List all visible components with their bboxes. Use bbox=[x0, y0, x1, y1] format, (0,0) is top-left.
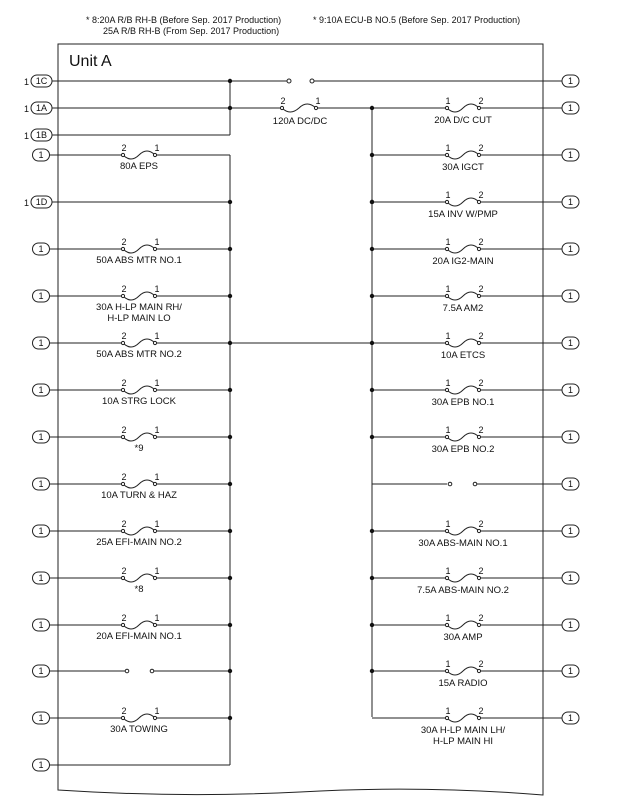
right-fuse-rows bbox=[370, 96, 579, 747]
right-fuse-9-label: 30A ABS-MAIN NO.1 bbox=[418, 538, 508, 549]
left-fuse-6-pin-right: 1 bbox=[154, 425, 160, 435]
svg-text:1: 1 bbox=[567, 150, 574, 160]
right-fuse-9-pin-left: 1 bbox=[445, 519, 451, 529]
left-fuse-10-label: 20A EFI-MAIN NO.1 bbox=[96, 631, 182, 642]
right-fuse-4-pin-right: 2 bbox=[478, 237, 484, 247]
right-fuse-1-pin-right: 2 bbox=[478, 96, 484, 106]
right-fuse-10-pin-right: 2 bbox=[478, 566, 484, 576]
right-fuse-12-pin-left: 1 bbox=[445, 659, 451, 669]
svg-text:1: 1 bbox=[567, 432, 574, 442]
left-junction-dot bbox=[228, 623, 232, 627]
right-fuse-9-pin-right: 2 bbox=[478, 519, 484, 529]
left-terminal-7 bbox=[33, 478, 50, 490]
left-fuse-5-symbol bbox=[121, 386, 156, 394]
note-9-line-1: * 9:10A ECU-B NO.5 (Before Sep. 2017 Production) bbox=[313, 15, 521, 25]
right-fuse-2-pin-left: 1 bbox=[445, 143, 451, 153]
center-fuse-label: 120A DC/DC bbox=[272, 116, 328, 127]
left-terminal-2 bbox=[33, 243, 50, 255]
right-fuse-4-label: 20A IG2-MAIN bbox=[432, 256, 494, 267]
terminal-1d-pin: 1 bbox=[24, 198, 30, 208]
left-fuse-6-pin-left: 2 bbox=[121, 425, 127, 435]
svg-text:1D: 1D bbox=[35, 197, 48, 207]
left-junction-dot bbox=[228, 529, 232, 533]
right-terminal-8 bbox=[562, 431, 579, 443]
left-fuse-10-pin-right: 1 bbox=[154, 613, 160, 623]
top-open-switch bbox=[287, 79, 314, 83]
svg-text:1: 1 bbox=[38, 385, 44, 395]
left-junction-dot bbox=[228, 716, 232, 720]
right-fuse-10-pin-left: 1 bbox=[445, 566, 451, 576]
left-terminal-1 bbox=[33, 149, 50, 161]
right-terminal-14 bbox=[562, 712, 579, 724]
right-fuse-6-pin-right: 2 bbox=[478, 331, 484, 341]
left-fuse-1-pin-left: 2 bbox=[121, 143, 127, 153]
left-terminal-5 bbox=[33, 384, 50, 396]
right-fuse-1-pin-left: 1 bbox=[445, 96, 451, 106]
right-junction-dot bbox=[370, 529, 374, 533]
right-fuse-4-pin-left: 1 bbox=[445, 237, 451, 247]
svg-text:1: 1 bbox=[38, 244, 44, 254]
left-fuse-6-symbol bbox=[121, 433, 156, 441]
terminal-1b-connector bbox=[31, 129, 52, 141]
svg-text:1: 1 bbox=[567, 713, 574, 723]
svg-text:1: 1 bbox=[567, 291, 574, 301]
svg-text:1: 1 bbox=[38, 760, 44, 770]
svg-text:1: 1 bbox=[38, 338, 44, 348]
right-junction-dot bbox=[370, 341, 374, 345]
left-fuse-5-pin-left: 2 bbox=[121, 378, 127, 388]
terminal-1d-connector bbox=[31, 196, 52, 208]
svg-text:1: 1 bbox=[567, 76, 574, 86]
right-terminal-6 bbox=[562, 337, 579, 349]
left-fuse-5-pin-right: 1 bbox=[154, 378, 160, 388]
center-fuse-pin-left: 2 bbox=[280, 96, 286, 106]
svg-text:1: 1 bbox=[38, 620, 44, 630]
right-fuse-6-label: 10A ETCS bbox=[440, 350, 486, 361]
left-fuse-4-symbol bbox=[121, 339, 156, 347]
left-fuse-7-pin-left: 2 bbox=[121, 472, 127, 482]
right-fuse-13-label: 30A H-LP MAIN LH/ bbox=[420, 725, 506, 736]
left-terminal-10 bbox=[33, 619, 50, 631]
right-junction-dot bbox=[370, 435, 374, 439]
right-fuse-5-pin-right: 2 bbox=[478, 284, 484, 294]
left-open-switch bbox=[125, 669, 154, 673]
left-terminal-6 bbox=[33, 431, 50, 443]
left-terminal-8 bbox=[33, 525, 50, 537]
left-fuse-8-symbol bbox=[121, 527, 156, 535]
right-terminal-7 bbox=[562, 384, 579, 396]
left-fuse-3-pin-right: 1 bbox=[154, 284, 160, 294]
left-junction-dot bbox=[228, 294, 232, 298]
left-fuse-4-pin-right: 1 bbox=[154, 331, 160, 341]
svg-text:1: 1 bbox=[38, 432, 44, 442]
right-fuse-3-label: 15A INV W/PMP bbox=[428, 209, 498, 220]
left-junction-dot bbox=[228, 482, 232, 486]
left-fuse-2-symbol bbox=[121, 245, 156, 253]
left-fuse-11-symbol bbox=[121, 714, 156, 722]
svg-text:1: 1 bbox=[567, 666, 574, 676]
right-junction-dot bbox=[370, 623, 374, 627]
left-fuse-3-label-2: H-LP MAIN LO bbox=[107, 313, 171, 324]
svg-text:1: 1 bbox=[38, 526, 44, 536]
left-fuse-7-label: 10A TURN & HAZ bbox=[101, 490, 177, 501]
svg-text:1: 1 bbox=[567, 385, 574, 395]
right-terminal-2 bbox=[562, 149, 579, 161]
right-junction-dot bbox=[370, 576, 374, 580]
right-fuse-2-pin-right: 2 bbox=[478, 143, 484, 153]
left-fuse-5-label: 10A STRG LOCK bbox=[102, 396, 176, 407]
center-fuse-symbol bbox=[280, 104, 317, 112]
left-terminal-11 bbox=[33, 665, 50, 677]
right-fuse-5-label: 7.5A AM2 bbox=[442, 303, 484, 314]
svg-text:1: 1 bbox=[567, 573, 574, 583]
svg-text:1: 1 bbox=[567, 479, 574, 489]
svg-text:1A: 1A bbox=[35, 103, 48, 113]
left-fuse-4-pin-left: 2 bbox=[121, 331, 127, 341]
svg-text:1: 1 bbox=[567, 526, 574, 536]
left-junction-dot bbox=[228, 388, 232, 392]
right-terminal-4 bbox=[562, 243, 579, 255]
right-fuse-8-pin-right: 2 bbox=[478, 425, 484, 435]
terminal-1b-pin: 1 bbox=[24, 131, 30, 141]
right-terminal-3 bbox=[562, 196, 579, 208]
svg-text:1: 1 bbox=[567, 244, 574, 254]
right-junction-dot bbox=[370, 669, 374, 673]
left-fuse-2-pin-left: 2 bbox=[121, 237, 127, 247]
left-fuse-3-pin-left: 2 bbox=[121, 284, 127, 294]
svg-text:1C: 1C bbox=[35, 76, 48, 86]
left-junction-dot bbox=[228, 435, 232, 439]
left-fuse-1-pin-right: 1 bbox=[154, 143, 160, 153]
svg-text:1: 1 bbox=[567, 197, 574, 207]
terminal-1a-pin: 1 bbox=[24, 104, 30, 114]
right-junction-dot bbox=[370, 388, 374, 392]
left-fuse-7-symbol bbox=[121, 480, 156, 488]
left-junction-dot bbox=[228, 341, 232, 345]
terminal-1c-pin: 1 bbox=[24, 77, 30, 87]
svg-text:1: 1 bbox=[38, 573, 44, 583]
svg-text:1: 1 bbox=[38, 150, 44, 160]
left-fuse-1-label: 80A EPS bbox=[119, 161, 159, 172]
left-fuse-1-symbol bbox=[121, 151, 156, 159]
right-fuse-3-pin-right: 2 bbox=[478, 190, 484, 200]
left-fuse-11-pin-right: 1 bbox=[154, 706, 160, 716]
left-fuse-9-label: *8 bbox=[134, 584, 144, 595]
right-junction-dot bbox=[370, 153, 374, 157]
terminal-1a-connector bbox=[31, 102, 52, 114]
right-fuse-3-pin-left: 1 bbox=[445, 190, 451, 200]
left-fuse-4-label: 50A ABS MTR NO.2 bbox=[96, 349, 182, 360]
left-fuse-3-symbol bbox=[121, 292, 156, 300]
right-fuse-8-label: 30A EPB NO.2 bbox=[431, 444, 495, 455]
svg-text:1: 1 bbox=[567, 620, 574, 630]
left-terminal-12 bbox=[33, 712, 50, 724]
right-fuse-13-label-2: H-LP MAIN HI bbox=[432, 736, 494, 747]
left-terminal-3 bbox=[33, 290, 50, 302]
right-fuse-7-label: 30A EPB NO.1 bbox=[431, 397, 495, 408]
right-junction-dot bbox=[370, 294, 374, 298]
right-terminal-12 bbox=[562, 619, 579, 631]
left-fuse-6-label: *9 bbox=[134, 443, 144, 454]
left-fuse-7-pin-right: 1 bbox=[154, 472, 160, 482]
right-fuse-1-label: 20A D/C CUT bbox=[434, 115, 492, 126]
left-junction-dot bbox=[228, 576, 232, 580]
right-fuse-11-label: 30A AMP bbox=[443, 632, 483, 643]
left-fuse-3-label: 30A H-LP MAIN RH/ bbox=[96, 302, 182, 313]
center-fuse-pin-right: 1 bbox=[315, 96, 321, 106]
left-junction-dot bbox=[228, 247, 232, 251]
left-terminal-13 bbox=[33, 759, 50, 771]
svg-text:1: 1 bbox=[38, 291, 44, 301]
left-terminal-9 bbox=[33, 572, 50, 584]
left-fuse-2-pin-right: 1 bbox=[154, 237, 160, 247]
svg-text:1: 1 bbox=[38, 666, 44, 676]
right-junction-dot bbox=[370, 200, 374, 204]
left-fuse-8-label: 25A EFI-MAIN NO.2 bbox=[96, 537, 182, 548]
right-terminal-11 bbox=[562, 572, 579, 584]
right-terminal-top-2 bbox=[562, 102, 579, 114]
terminal-1c-connector bbox=[31, 75, 52, 87]
svg-text:1B: 1B bbox=[35, 130, 48, 140]
left-fuse-8-pin-left: 2 bbox=[121, 519, 127, 529]
right-fuse-13-pin-left: 1 bbox=[445, 706, 451, 716]
left-fuse-11-pin-left: 2 bbox=[121, 706, 127, 716]
right-terminal-13 bbox=[562, 665, 579, 677]
right-fuse-7-pin-left: 1 bbox=[445, 378, 451, 388]
left-fuse-10-pin-left: 2 bbox=[121, 613, 127, 623]
right-fuse-11-pin-left: 1 bbox=[445, 613, 451, 623]
unit-title: Unit A bbox=[69, 53, 112, 70]
left-fuse-8-pin-right: 1 bbox=[154, 519, 160, 529]
note-8-line-1: * 8:20A R/B RH-B (Before Sep. 2017 Production) bbox=[86, 15, 282, 25]
left-fuse-10-symbol bbox=[121, 621, 156, 629]
left-fuse-9-symbol bbox=[121, 574, 156, 582]
right-terminal-5 bbox=[562, 290, 579, 302]
right-fuse-6-pin-left: 1 bbox=[445, 331, 451, 341]
right-fuse-13-pin-right: 2 bbox=[478, 706, 484, 716]
right-junction-dot bbox=[370, 247, 374, 251]
right-fuse-11-pin-right: 2 bbox=[478, 613, 484, 623]
left-terminal-4 bbox=[33, 337, 50, 349]
right-fuse-5-pin-left: 1 bbox=[445, 284, 451, 294]
left-fuse-2-label: 50A ABS MTR NO.1 bbox=[96, 255, 182, 266]
right-fuse-2-label: 30A IGCT bbox=[442, 162, 484, 173]
right-terminal-9 bbox=[562, 478, 579, 490]
right-fuse-7-pin-right: 2 bbox=[478, 378, 484, 388]
left-fuse-11-label: 30A TOWING bbox=[110, 724, 168, 735]
junction-dots bbox=[228, 79, 374, 204]
note-8-line-2: 25A R/B RH-B (From Sep. 2017 Production) bbox=[103, 26, 280, 36]
right-fuse-12-label: 15A RADIO bbox=[438, 678, 488, 689]
svg-text:1: 1 bbox=[567, 338, 574, 348]
right-terminal-top-1 bbox=[562, 75, 579, 87]
right-terminal-10 bbox=[562, 525, 579, 537]
svg-text:1: 1 bbox=[38, 713, 44, 723]
right-fuse-8-pin-left: 1 bbox=[445, 425, 451, 435]
left-fuse-rows bbox=[33, 143, 233, 771]
left-fuse-9-pin-right: 1 bbox=[154, 566, 160, 576]
left-junction-dot bbox=[228, 669, 232, 673]
right-fuse-10-label: 7.5A ABS-MAIN NO.2 bbox=[417, 585, 509, 596]
svg-text:1: 1 bbox=[567, 103, 574, 113]
right-fuse-12-pin-right: 2 bbox=[478, 659, 484, 669]
svg-text:1: 1 bbox=[38, 479, 44, 489]
left-fuse-9-pin-left: 2 bbox=[121, 566, 127, 576]
top-wiring bbox=[52, 81, 565, 765]
